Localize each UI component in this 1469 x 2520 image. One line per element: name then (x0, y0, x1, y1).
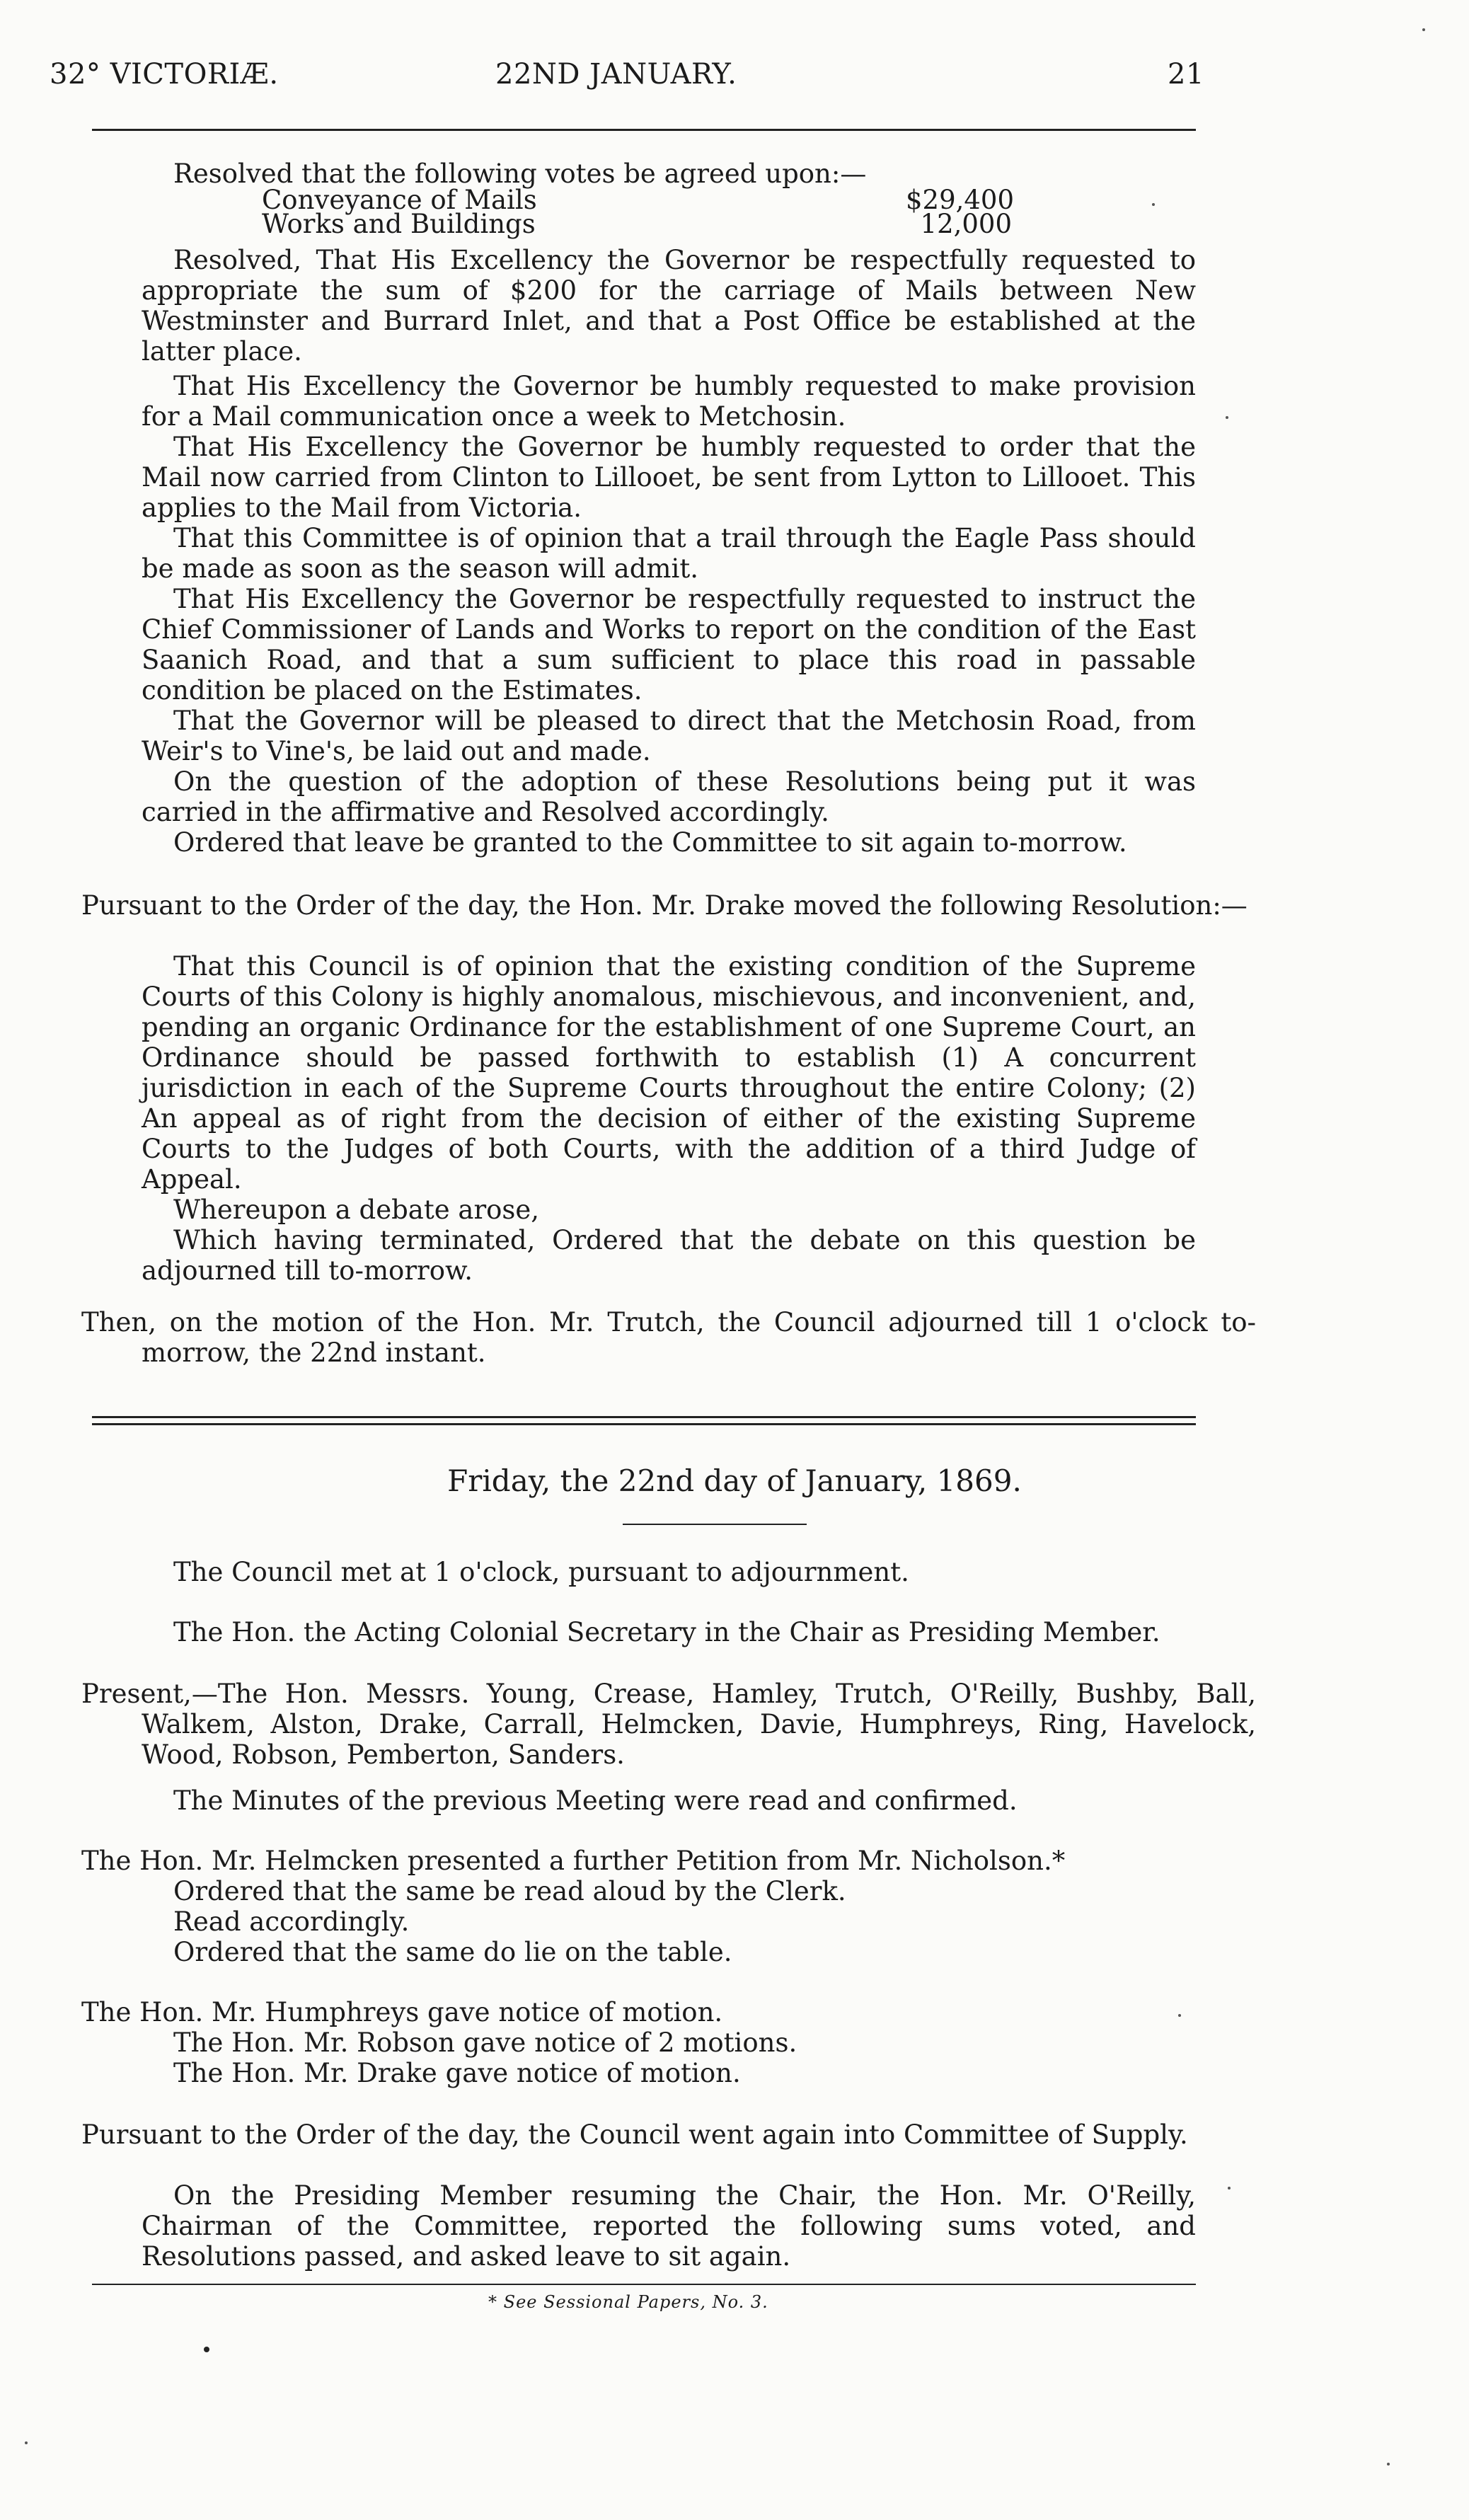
footnote-rule (92, 2284, 1196, 2285)
notice-robson: The Hon. Mr. Robson gave notice of 2 motions. (173, 2027, 797, 2058)
header-rule (92, 129, 1196, 131)
header-page-number: 21 (1168, 58, 1204, 91)
resolution-eagle-pass: That this Committee is of opinion that a trail through the Eagle Pass should be made as soon as the season will admit. (142, 523, 1196, 584)
resolution-east-saanich-road: That His Excellency the Governor be respectfully requested to instruct the Chief Commissioner of Lands and Works to report on the condition of the East Saanich Road, and that a sum sufficient to place this road in passable condition be placed on the Estimates. (142, 584, 1196, 706)
header-session: 32° VICTORIÆ. (50, 58, 279, 91)
petition-presented: The Hon. Mr. Helmcken presented a further Petition from Mr. Nicholson.* (81, 1846, 1066, 1876)
vote-item: Conveyance of Mails (262, 185, 537, 215)
supply-report: On the Presiding Member resuming the Chair, the Hon. Mr. O'Reilly, Chairman of the Committee, reported the following sums voted, and Resolutions passed, and asked leave to sit again. (142, 2180, 1196, 2272)
print-speck (1387, 2463, 1390, 2466)
vote-amount: $29,400 (906, 185, 1015, 215)
print-speck (1228, 2187, 1231, 2190)
vote-row (262, 209, 1012, 239)
petition-read: Read accordingly. (173, 1906, 410, 1937)
print-speck (1152, 203, 1155, 206)
petition-ordered-read: Ordered that the same be read aloud by the Clerk. (173, 1876, 846, 1906)
resolutions-adopted: On the question of the adoption of these Resolutions being put it was carried in the affirmative and Resolved accordingly. (142, 766, 1196, 827)
vote-amount: 12,000 (920, 209, 1012, 239)
resolution-mail-burrard: Resolved, That His Excellency the Governor be respectfully requested to appropriate the sum of $200 for the carriage of Mails between New Westminster and Burrard Inlet, and that a Post Office be established at the latter place. (142, 245, 1196, 367)
resolution-lillooet-mail: That His Excellency the Governor be humbly requested to order that the Mail now carried from Clinton to Lillooet, be sent from Lytton to Lillooet. This applies to the Mail from Victoria. (142, 432, 1196, 523)
section-double-rule-bottom (92, 1423, 1196, 1425)
resolution-metchosin-road: That the Governor will be pleased to direct that the Metchosin Road, from Weir's to Vine's, be laid out and made. (142, 706, 1196, 766)
header-date: 22ND JANUARY. (495, 58, 737, 91)
section-double-rule-top (92, 1416, 1196, 1418)
chair-statement: The Hon. the Acting Colonial Secretary in the Chair as Presiding Member. (173, 1617, 1160, 1647)
print-speck (204, 2347, 209, 2352)
supply-intro: Pursuant to the Order of the day, the Council went again into Committee of Supply. (81, 2119, 1188, 2150)
drake-motion-intro: Pursuant to the Order of the day, the Hon. Mr. Drake moved the following Resolution:— (81, 890, 1248, 921)
votes-table (262, 185, 1015, 239)
drake-resolution: That this Council is of opinion that the existing condition of the Supreme Courts of this Colony is highly anomalous, mischievous, and inconvenient, and, pending an organic Ordinance for the establishment of one Supreme Court, an Ordinance should be passed forthwith to establish (1) A concurrent jurisdiction in each of the Supreme Courts throughout the entire Colony; (2) An appeal as of right from the decision of either of the existing Supreme Courts to the Judges of both Courts, with the addition of a third Judge of Appeal. (142, 951, 1196, 1195)
council-adjournment: Then, on the motion of the Hon. Mr. Trutch, the Council adjourned till 1 o'clock to-morrow, the 22nd instant. (81, 1307, 1256, 1368)
petition-lie-on-table: Ordered that the same do lie on the table. (173, 1937, 732, 1967)
vote-item: Works and Buildings (262, 209, 536, 239)
council-met: The Council met at 1 o'clock, pursuant to adjournment. (173, 1557, 909, 1587)
members-present: Present,—The Hon. Messrs. Young, Crease, Hamley, Trutch, O'Reilly, Bushby, Ball, Walkem, Alston, Drake, Carrall, Helmcken, Davie, Humphreys, Ring, Havelock, Wood, Robson, Pemberton, Sanders. (81, 1679, 1256, 1770)
committee-leave: Ordered that leave be granted to the Committee to sit again to-morrow. (173, 827, 1127, 858)
notice-drake: The Hon. Mr. Drake gave notice of motion. (173, 2058, 741, 2088)
day-heading: Friday, the 22nd day of January, 1869. (447, 1463, 1022, 1498)
print-speck (1226, 416, 1228, 419)
print-speck (1422, 28, 1425, 31)
print-speck (25, 2441, 28, 2444)
footnote: * See Sessional Papers, No. 3. (488, 2292, 768, 2312)
minutes-confirmed: The Minutes of the previous Meeting were read and confirmed. (173, 1785, 1018, 1816)
notice-humphreys: The Hon. Mr. Humphreys gave notice of motion. (81, 1997, 723, 2027)
votes-intro: Resolved that the following votes be agreed upon:— (173, 159, 867, 189)
print-speck (1178, 2014, 1181, 2017)
debate-arose: Whereupon a debate arose, (173, 1195, 540, 1225)
debate-adjourned: Which having terminated, Ordered that the debate on this question be adjourned till to-morrow. (142, 1225, 1196, 1286)
resolution-metchosin-mail: That His Excellency the Governor be humbly requested to make provision for a Mail communication once a week to Metchosin. (142, 371, 1196, 432)
heading-underline (623, 1524, 807, 1525)
